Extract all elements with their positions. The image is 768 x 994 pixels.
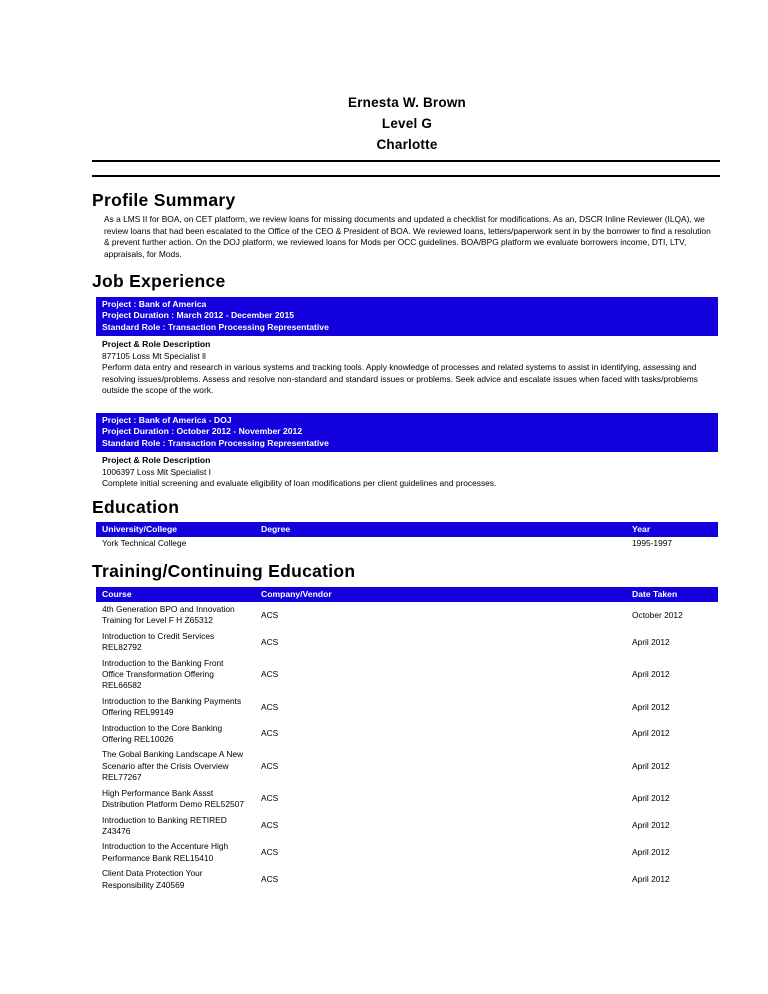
table-row — [96, 839, 718, 866]
section-title-training: Training/Continuing Education — [92, 561, 356, 581]
table-row — [96, 813, 718, 840]
training-cell-date: October 2012 — [626, 602, 718, 629]
job-role-text: Perform data entry and research in various systems and tracking tools. Apply knowledge of processes and related systems to assist in identifying, assessing and resolving issues/problems. Assess and resolve non-standard and standard issues or problems. Seek advice and escalate issues when faced with tasks/problems outside the scope of the work. — [102, 362, 698, 396]
training-col-date: Date Taken — [626, 587, 718, 602]
training-cell-course: Client Data Protection Your Responsibility Z40569 — [96, 866, 255, 893]
education-cell-university: York Technical College — [96, 537, 255, 550]
training-cell-date: April 2012 — [626, 747, 718, 785]
training-cell-date: April 2012 — [626, 656, 718, 694]
training-col-vendor: Company/Vendor — [255, 587, 626, 602]
job-duration: Project Duration : March 2012 - December 2015 — [102, 310, 295, 321]
header-divider-top — [92, 160, 720, 162]
training-cell-vendor: ACS — [255, 786, 626, 813]
job-description-title: Project & Role Description — [102, 339, 211, 350]
education-col-university: University/College — [96, 522, 255, 537]
training-cell-vendor: ACS — [255, 721, 626, 748]
training-cell-vendor: ACS — [255, 656, 626, 694]
education-cell-degree — [255, 537, 626, 550]
job-entry-1 — [96, 297, 718, 397]
training-cell-course: High Performance Bank Assst Distribution Platform Demo REL52507 — [96, 786, 255, 813]
job-role-code: 877105 Loss Mt Specialist ll — [102, 351, 206, 362]
section-title-job-experience: Job Experience — [92, 271, 226, 291]
candidate-level: Level G — [381, 116, 433, 131]
education-header-row — [96, 522, 718, 537]
training-header-row — [96, 587, 718, 602]
header-divider-group — [92, 160, 720, 177]
table-row — [96, 866, 718, 893]
document-header — [96, 92, 718, 155]
table-row — [96, 747, 718, 785]
candidate-location: Charlotte — [376, 137, 438, 152]
training-cell-date: April 2012 — [626, 786, 718, 813]
table-row — [96, 537, 718, 550]
section-title-profile-summary: Profile Summary — [92, 190, 236, 210]
job-header-bar — [96, 297, 718, 336]
education-cell-year: 1995-1997 — [626, 537, 718, 550]
training-col-course: Course — [96, 587, 255, 602]
training-cell-date: April 2012 — [626, 813, 718, 840]
training-cell-vendor: ACS — [255, 602, 626, 629]
job-role-text: Complete initial screening and evaluate eligibility of loan modifications per client guidelines and processes. — [102, 478, 497, 489]
training-cell-date: April 2012 — [626, 721, 718, 748]
training-cell-vendor: ACS — [255, 839, 626, 866]
training-cell-vendor: ACS — [255, 813, 626, 840]
training-cell-course: Introduction to Banking RETIRED Z43476 — [96, 813, 255, 840]
training-cell-course: 4th Generation BPO and Innovation Training for Level F H Z65312 — [96, 602, 255, 629]
training-cell-date: April 2012 — [626, 839, 718, 866]
training-cell-date: April 2012 — [626, 629, 718, 656]
table-row — [96, 694, 718, 721]
job-standard-role: Standard Role : Transaction Processing Representative — [102, 321, 329, 332]
table-row — [96, 602, 718, 629]
training-cell-course: Introduction to the Banking Payments Offering REL99149 — [96, 694, 255, 721]
header-divider-bottom — [92, 175, 720, 177]
job-entry-2 — [96, 413, 718, 490]
training-table-body — [96, 602, 718, 893]
training-cell-course: The Gobal Banking Landscape A New Scenario after the Crisis Overview REL77267 — [96, 747, 255, 785]
training-cell-vendor: ACS — [255, 747, 626, 785]
training-table — [96, 587, 718, 893]
training-cell-date: April 2012 — [626, 694, 718, 721]
education-table — [96, 522, 718, 550]
table-row — [96, 721, 718, 748]
job-project: Project : Bank of America — [102, 299, 207, 309]
education-col-year: Year — [626, 522, 718, 537]
job-standard-role: Standard Role : Transaction Processing Representative — [102, 437, 329, 448]
training-cell-course: Introduction to the Banking Front Office Transformation Offering REL66582 — [96, 656, 255, 694]
table-row — [96, 786, 718, 813]
job-project: Project : Bank of America - DOJ — [102, 415, 232, 425]
training-cell-course: Introduction to the Core Banking Offering REL10026 — [96, 721, 255, 748]
training-cell-vendor: ACS — [255, 629, 626, 656]
table-row — [96, 656, 718, 694]
training-cell-date: April 2012 — [626, 866, 718, 893]
job-role-code: 1006397 Loss Mit Specialist I — [102, 467, 211, 478]
training-cell-vendor: ACS — [255, 694, 626, 721]
section-title-education: Education — [92, 497, 180, 517]
training-cell-course: Introduction to Credit Services REL82792 — [96, 629, 255, 656]
job-header-bar — [96, 413, 718, 452]
training-cell-course: Introduction to the Accenture High Performance Bank REL15410 — [96, 839, 255, 866]
job-duration: Project Duration : October 2012 - November 2012 — [102, 426, 303, 437]
education-col-degree: Degree — [255, 522, 626, 537]
profile-summary-text: As a LMS II for BOA, on CET platform, we review loans for missing documents and updated a checklist for modifications. As an, DSCR Inline Reviewer (ILQA), we review loans that had been escalated to the Office of the CEO & President of BOA. We reviewed loans, letters/paperwork sent in by the borrower to find a resolution & prevent further action. On the DOJ platform, we reviewed loans for Mods per OCC guidelines. BOA/BPG platform we evaluate borrowers income, DTI, LTV, appraisals, for Mods. — [104, 214, 711, 259]
training-cell-vendor: ACS — [255, 866, 626, 893]
candidate-name: Ernesta W. Brown — [348, 95, 466, 110]
table-row — [96, 629, 718, 656]
job-description-title: Project & Role Description — [102, 455, 211, 466]
